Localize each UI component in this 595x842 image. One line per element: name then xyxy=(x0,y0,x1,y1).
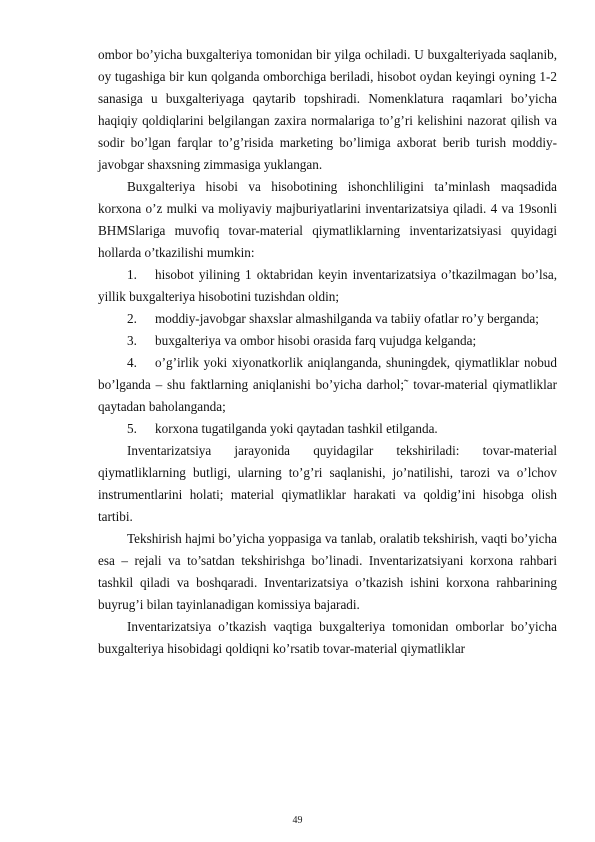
list-text: buxgalteriya va ombor hisobi orasida farq vujudga kelganda; xyxy=(155,333,477,348)
paragraph-inventory-timing: Inventarizatsiya o’tkazish vaqtiga buxgalteriya tomonidan omborlar bo’yicha buxgalteriya hisobidagi qoldiqni ko’rsatib tovar-material qiymatliklar xyxy=(98,619,557,656)
list-text: moddiy-javobgar shaxslar almashilganda va tabiiy ofatlar ro’y berganda; xyxy=(155,311,539,326)
list-item xyxy=(98,308,557,330)
list-number: 3. xyxy=(127,333,137,348)
paragraph-check-types: Tekshirish hajmi bo’yicha yoppasiga va tanlab, oralatib tekshirish, vaqti bo’yicha esa – rejali va to’satdan tekshirishga bo’linadi. Inventarizatsiyani korxona rahbari tashkil qiladi va boshqaradi. Inventarizatsiya o’tkazish ishini korxona rahbarining buyrug’i bilan tayinlanadigan komissiya bajaradi. xyxy=(98,531,557,612)
list-number: 4. xyxy=(127,355,137,370)
list-number: 5. xyxy=(127,421,137,436)
list-text: o’g’irlik yoki xiyonatkorlik aniqlanganda, shuningdek, qiymatliklar nobud bo’lganda – shu faktlarning aniqlanishi bo’yicha darhol;˜ tovar-material qiymatliklar qaytadan baholanganda; xyxy=(98,355,557,414)
list-item xyxy=(98,330,557,352)
paragraph-inventory-purpose: Buxgalteriya hisobi va hisobotining ishonchliligini ta’minlash maqsadida korxona o’z mulki va moliyaviy majburiyatlarini inventarizatsiya qiladi. 4 va 19sonli BHMSlariga muvofiq tovar-material qiymatliklarning inventarizatsiyasi quyidagi hollarda o’tkazilishi mumkin: xyxy=(98,179,557,260)
paragraph-continuation: ombor bo’yicha buxgalteriya tomonidan bir yilga ochiladi. U buxgalteriyada saqlanib, oy tugashiga bir kun qolganda omborchiga beriladi, hisobot oydan keyingi oyning 1-2 sanasiga u buxgalteriyaga qaytarib topshiradi. Nomenklatura raqamlari bo’yicha haqiqiy qoldiqlarini belgilangan zaxira normalariga to’g’ri kelishini nazorat qilish va sodir bo’lgan farqlar to’g’risida marketing bo’limiga axborat berib turish moddiy-javobgar shaxsning zimmasiga yuklangan. xyxy=(98,47,557,172)
list-text: hisobot yilining 1 oktabridan keyin inventarizatsiya o’tkazilmagan bo’lsa, yillik buxgalteriya hisobotini tuzishdan oldin; xyxy=(98,267,557,304)
paragraph-checked-items: Inventarizatsiya jarayonida quyidagilar tekshiriladi: tovar-material qiymatliklarning butligi, ularning to’g’ri saqlanishi, jo’natilishi, tarozi va o’lchov instrumentlarini holati; material qiymatliklar harakati va qoldig’ini hisobga olish tartibi. xyxy=(98,443,557,524)
document-body xyxy=(98,44,557,660)
list-item xyxy=(98,352,557,418)
list-number: 1. xyxy=(127,267,137,282)
list-number: 2. xyxy=(127,311,137,326)
list-text: korxona tugatilganda yoki qaytadan tashkil etilganda. xyxy=(155,421,438,436)
list-item xyxy=(98,418,557,440)
page-number: 49 xyxy=(292,815,303,826)
list-item xyxy=(98,264,557,308)
